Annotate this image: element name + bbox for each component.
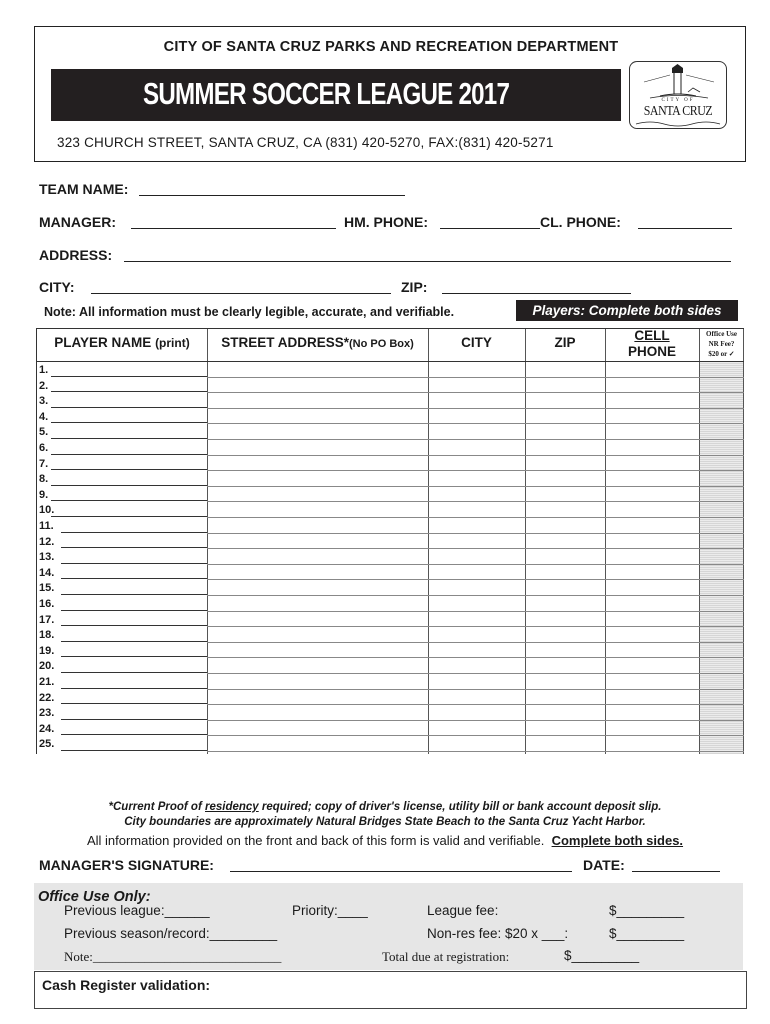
- row-number: 1.: [39, 364, 49, 376]
- player-name-line[interactable]: [61, 733, 207, 735]
- col-street-address: STREET ADDRESS*(No PO Box): [221, 335, 414, 350]
- player-name-line[interactable]: [61, 593, 207, 595]
- table-row-divider: [207, 720, 744, 721]
- player-name-line[interactable]: [61, 531, 207, 533]
- zip-label: ZIP:: [401, 279, 428, 295]
- table-row-divider: [207, 408, 744, 409]
- player-name-line[interactable]: [51, 468, 207, 470]
- city-field[interactable]: [91, 279, 391, 294]
- total-due-label: Total due at registration:: [382, 949, 510, 964]
- player-name-line[interactable]: [51, 484, 207, 486]
- player-name-line[interactable]: [61, 718, 207, 720]
- row-number: 6.: [39, 442, 49, 454]
- col-player-name: PLAYER NAME (print): [54, 335, 190, 350]
- player-name-line[interactable]: [51, 515, 207, 517]
- table-row-divider: [207, 470, 744, 471]
- date-field[interactable]: [632, 857, 720, 872]
- table-row-divider: [207, 642, 744, 643]
- player-name-line[interactable]: [61, 671, 207, 673]
- row-number: 3.: [39, 395, 49, 408]
- row-number: 22.: [39, 691, 55, 704]
- form-title: SUMMER SOCCER LEAGUE 2017: [143, 76, 510, 111]
- player-name-line[interactable]: [51, 421, 207, 423]
- cash-register-box: [34, 971, 747, 1009]
- total-due-amount: $_________: [564, 948, 640, 963]
- validity-statement: All information provided on the front and back of this form is valid and verifiable. Complete both sides.: [86, 833, 684, 848]
- row-number: 24.: [39, 722, 55, 735]
- players-badge: Players: Complete both sides: [516, 300, 738, 321]
- player-name-line[interactable]: [51, 375, 207, 377]
- player-name-line[interactable]: [61, 624, 207, 626]
- table-row-divider: [207, 517, 744, 518]
- player-name-line[interactable]: [51, 453, 207, 455]
- col-city: CITY: [461, 335, 492, 350]
- office-use-title: Office Use Only:: [38, 889, 151, 905]
- table-row-divider: [207, 673, 744, 674]
- col-office-use: Office Use NR Fee? $20 or ✓: [706, 330, 737, 358]
- player-name-line[interactable]: [51, 499, 207, 501]
- row-number: 18.: [39, 629, 55, 642]
- home-phone-field[interactable]: [440, 214, 540, 229]
- table-row-divider: [207, 626, 744, 627]
- legibility-note: Note: All information must be clearly legible, accurate, and verifiable.: [44, 305, 455, 319]
- player-name-line[interactable]: [61, 702, 207, 704]
- header-box: [34, 26, 746, 162]
- row-number: 12.: [39, 535, 55, 548]
- logo-name: SANTA CRUZ: [643, 104, 713, 119]
- manager-label: MANAGER:: [39, 214, 116, 230]
- title-bar: [51, 69, 621, 121]
- player-name-line[interactable]: [61, 749, 207, 751]
- row-number: 2.: [39, 379, 49, 392]
- team-name-field[interactable]: [139, 181, 405, 196]
- residency-note: *Current Proof of residency required; copy of driver's license, utility bill or bank account deposit slip.: [108, 801, 662, 813]
- player-name-line[interactable]: [61, 609, 207, 611]
- player-name-line[interactable]: [61, 562, 207, 564]
- table-row-divider: [207, 377, 744, 378]
- previous-season: Previous season/record:_________: [64, 926, 278, 941]
- cell-phone-label: CL. PHONE:: [540, 214, 621, 230]
- row-number: 8.: [39, 473, 49, 486]
- row-number: 19.: [39, 644, 55, 657]
- wave-icon: [630, 120, 726, 129]
- player-name-line[interactable]: [51, 437, 207, 439]
- home-phone-label: HM. PHONE:: [344, 214, 428, 230]
- row-number: 21.: [39, 676, 55, 688]
- row-number: 16.: [39, 598, 55, 610]
- priority: Priority:____: [292, 903, 368, 918]
- player-name-line[interactable]: [51, 390, 207, 392]
- row-number: 20.: [39, 660, 55, 673]
- table-row-divider: [207, 751, 744, 752]
- logo-small-text: CITY OF: [661, 98, 695, 103]
- row-number: 23.: [39, 707, 55, 720]
- row-number: 25.: [39, 738, 55, 751]
- manager-signature-field[interactable]: [230, 857, 572, 872]
- department-name: CITY OF SANTA CRUZ PARKS AND RECREATION DEPARTMENT: [163, 39, 619, 55]
- department-address: 323 CHURCH STREET, SANTA CRUZ, CA (831) 420-5270, FAX:(831) 420-5271: [57, 135, 554, 150]
- league-fee-amount: $_________: [609, 903, 685, 918]
- player-name-line[interactable]: [51, 406, 207, 408]
- team-name-label: TEAM NAME:: [39, 181, 129, 197]
- row-number: 15.: [39, 582, 55, 595]
- player-table: [36, 328, 744, 754]
- address-field[interactable]: [124, 247, 731, 262]
- table-row-divider: [207, 423, 744, 424]
- office-note: Note:_____________________________: [64, 949, 282, 964]
- col-cell-phone: CELL PHONE: [627, 328, 676, 359]
- table-row-divider: [207, 486, 744, 487]
- table-row-divider: [207, 689, 744, 690]
- table-row-divider: [207, 501, 744, 502]
- table-row-divider: [207, 735, 744, 736]
- cell-phone-field[interactable]: [638, 214, 732, 229]
- previous-league: Previous league:______: [64, 903, 210, 918]
- table-row-divider: [207, 533, 744, 534]
- city-label: CITY:: [39, 279, 75, 295]
- table-row-divider: [207, 548, 744, 549]
- table-row-divider: [207, 392, 744, 393]
- row-number: 14.: [39, 566, 55, 579]
- lighthouse-icon: [630, 62, 726, 102]
- manager-signature-label: MANAGER'S SIGNATURE:: [39, 857, 214, 873]
- nonres-fee-amount: $_________: [609, 926, 685, 941]
- date-label: DATE:: [583, 857, 625, 873]
- zip-field[interactable]: [442, 279, 631, 294]
- row-number: 11.: [39, 520, 54, 532]
- table-row-divider: [207, 455, 744, 456]
- city-logo: [629, 61, 727, 129]
- table-row-divider: [207, 657, 744, 658]
- row-number: 10.: [39, 504, 55, 517]
- nonres-fee-label: Non-res fee: $20 x ___:: [427, 926, 569, 941]
- col-zip: ZIP: [554, 335, 576, 350]
- row-number: 17.: [39, 613, 55, 626]
- player-name-line[interactable]: [61, 546, 207, 548]
- address-label: ADDRESS:: [39, 247, 113, 263]
- league-fee-label: League fee:: [427, 903, 499, 918]
- table-row-divider: [207, 611, 744, 612]
- cash-register-label: Cash Register validation:: [42, 977, 211, 993]
- table-row-divider: [207, 564, 744, 565]
- player-name-line[interactable]: [61, 640, 207, 642]
- office-use-column: [699, 361, 744, 754]
- player-name-line[interactable]: [61, 577, 207, 579]
- table-row-divider: [207, 439, 744, 440]
- city-boundaries-note: City boundaries are approximately Natural Bridges State Beach to the Santa Cruz Yacht Harbor.: [124, 816, 646, 828]
- table-row-divider: [207, 595, 744, 596]
- row-number: 13.: [39, 551, 55, 564]
- row-number: 4.: [39, 410, 49, 423]
- row-number: 9.: [39, 488, 49, 501]
- row-number: 5.: [39, 426, 49, 439]
- table-row-divider: [207, 579, 744, 580]
- table-row-divider: [207, 704, 744, 705]
- player-name-line[interactable]: [61, 687, 207, 689]
- row-number: 7.: [39, 457, 49, 470]
- player-name-line[interactable]: [61, 655, 207, 657]
- office-use-box: [34, 883, 743, 970]
- manager-field[interactable]: [131, 214, 336, 229]
